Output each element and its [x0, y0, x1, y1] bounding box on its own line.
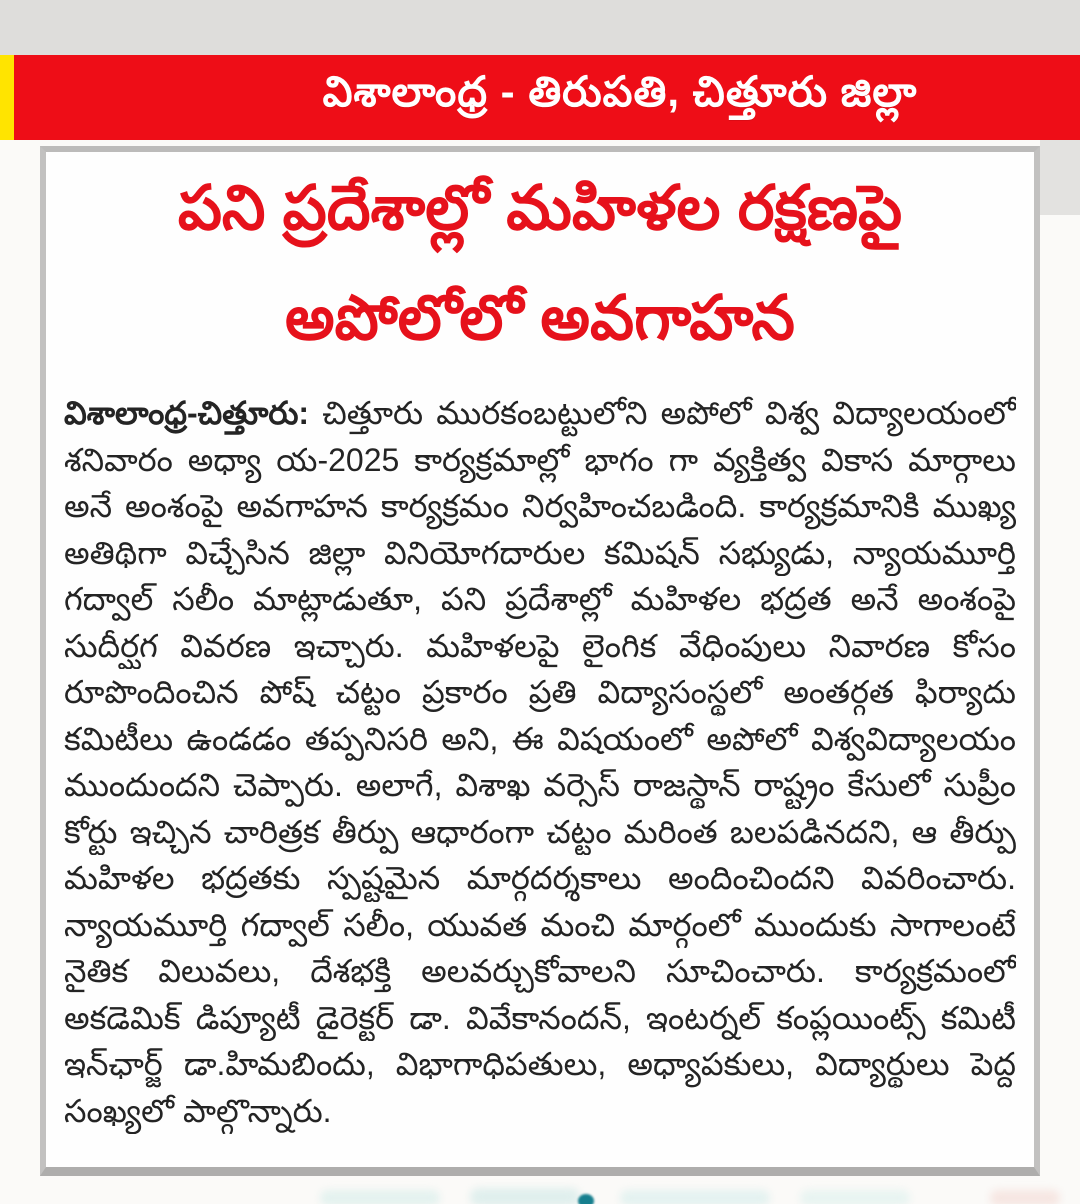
body-line: శనివారం అధ్యా య-2025 కార్యక్రమాల్లో భాగం గా వ్యక్తిత్వ వికాస మార్గాలు	[64, 441, 1016, 478]
body-line: కమిటీలు ఉండడం తప్పనిసరి అని, ఈ విషయంలో అపోలో విశ్వవిద్యాలయం	[64, 720, 1016, 757]
cutoff-smudge	[470, 1188, 580, 1204]
body-line: కోర్టు ఇచ్చిన చారిత్రక తీర్పు ఆధారంగా చట్టం మరింత బలపడినదని, ఆ తీర్పు	[64, 813, 1016, 850]
cutoff-smudge	[320, 1190, 440, 1204]
cutoff-smudge	[800, 1190, 910, 1204]
body-line-text: చిత్తూరు మురకంబట్టులోని అపోలో విశ్వ విద్యాలయంలో	[322, 395, 1016, 431]
body-line: అకడెమిక్ డిప్యూటీ డైరెక్టర్ డా. వివేకానందన్, ఇంటర్నల్ కంప్లయింట్స్ కమిటీ	[64, 999, 1016, 1036]
cutoff-smudge	[990, 1190, 1060, 1204]
body-line: ఇన్‌ఛార్జ్ డా.హిమబిందు, విభాగాధిపతులు, అధ్యాపకులు, విద్యార్థులు పెద్ద	[64, 1046, 1016, 1082]
article-headline	[60, 174, 1020, 353]
body-line: సంఖ్యలో పాల్గొన్నారు.	[64, 1092, 332, 1129]
body-line	[64, 390, 1016, 437]
body-line: అతిథిగా విచ్చేసిన జిల్లా వినియోగదారుల కమిషన్ సభ్యుడు, న్యాయమూర్తి	[64, 534, 1016, 571]
body-line: న్యాయమూర్తి గద్వాల్ సలీం, యువత మంచి మార్గంలో ముందుకు సాగాలంటే	[64, 906, 1016, 943]
body-line: ముందుందని చెప్పారు. అలాగే, విశాఖ వర్సెస్ రాజస్థాన్ రాష్ట్రం కేసులో సుప్రీం	[64, 767, 1016, 803]
cutoff-dot	[578, 1194, 594, 1204]
body-line: అనే అంశంపై అవగాహన కార్యక్రమం నిర్వహించబడింది. కార్యక్రమానికి ముఖ్య	[64, 488, 1016, 524]
body-line: గద్వాల్ సలీం మాట్లాడుతూ, పని ప్రదేశాల్లో మహిళల భద్రత అనే అంశంపై	[64, 581, 1016, 617]
masthead-bar	[0, 55, 1080, 140]
cutoff-smudge	[620, 1190, 770, 1204]
body-line: నైతిక విలువలు, దేశభక్తి అలవర్చుకోవాలని సూచించారు. కార్యక్రమంలో	[64, 953, 1016, 989]
top-background-strip	[0, 0, 1080, 55]
body-line: రూపొందించిన పోష్ చట్టం ప్రకారం ప్రతి విద్యాసంస్థలో అంతర్గత ఫిర్యాదు	[64, 674, 1016, 710]
article-body	[64, 390, 1016, 1134]
body-line: సుదీర్ఘగ వివరణ ఇచ్చారు. మహిళలపై లైంగిక వేధింపులు నివారణ కోసం	[64, 627, 1016, 664]
masthead-title: విశాలాంధ్ర - తిరుపతి, చిత్తూరు జిల్లా	[322, 68, 918, 115]
body-line: మహిళల భద్రతకు స్పష్టమైన మార్గదర్శకాలు అందించిందని వివరించారు.	[64, 860, 1016, 896]
masthead-yellow-stripe	[0, 55, 14, 140]
dateline: విశాలాంధ్ర-చిత్తూరు:	[64, 395, 310, 431]
headline-line-2: అపోలోలో అవగాహన	[285, 284, 795, 353]
article-box	[40, 146, 1040, 1176]
headline-line-1: పని ప్రదేశాల్లో మహిళల రక్షణపై	[177, 174, 903, 243]
